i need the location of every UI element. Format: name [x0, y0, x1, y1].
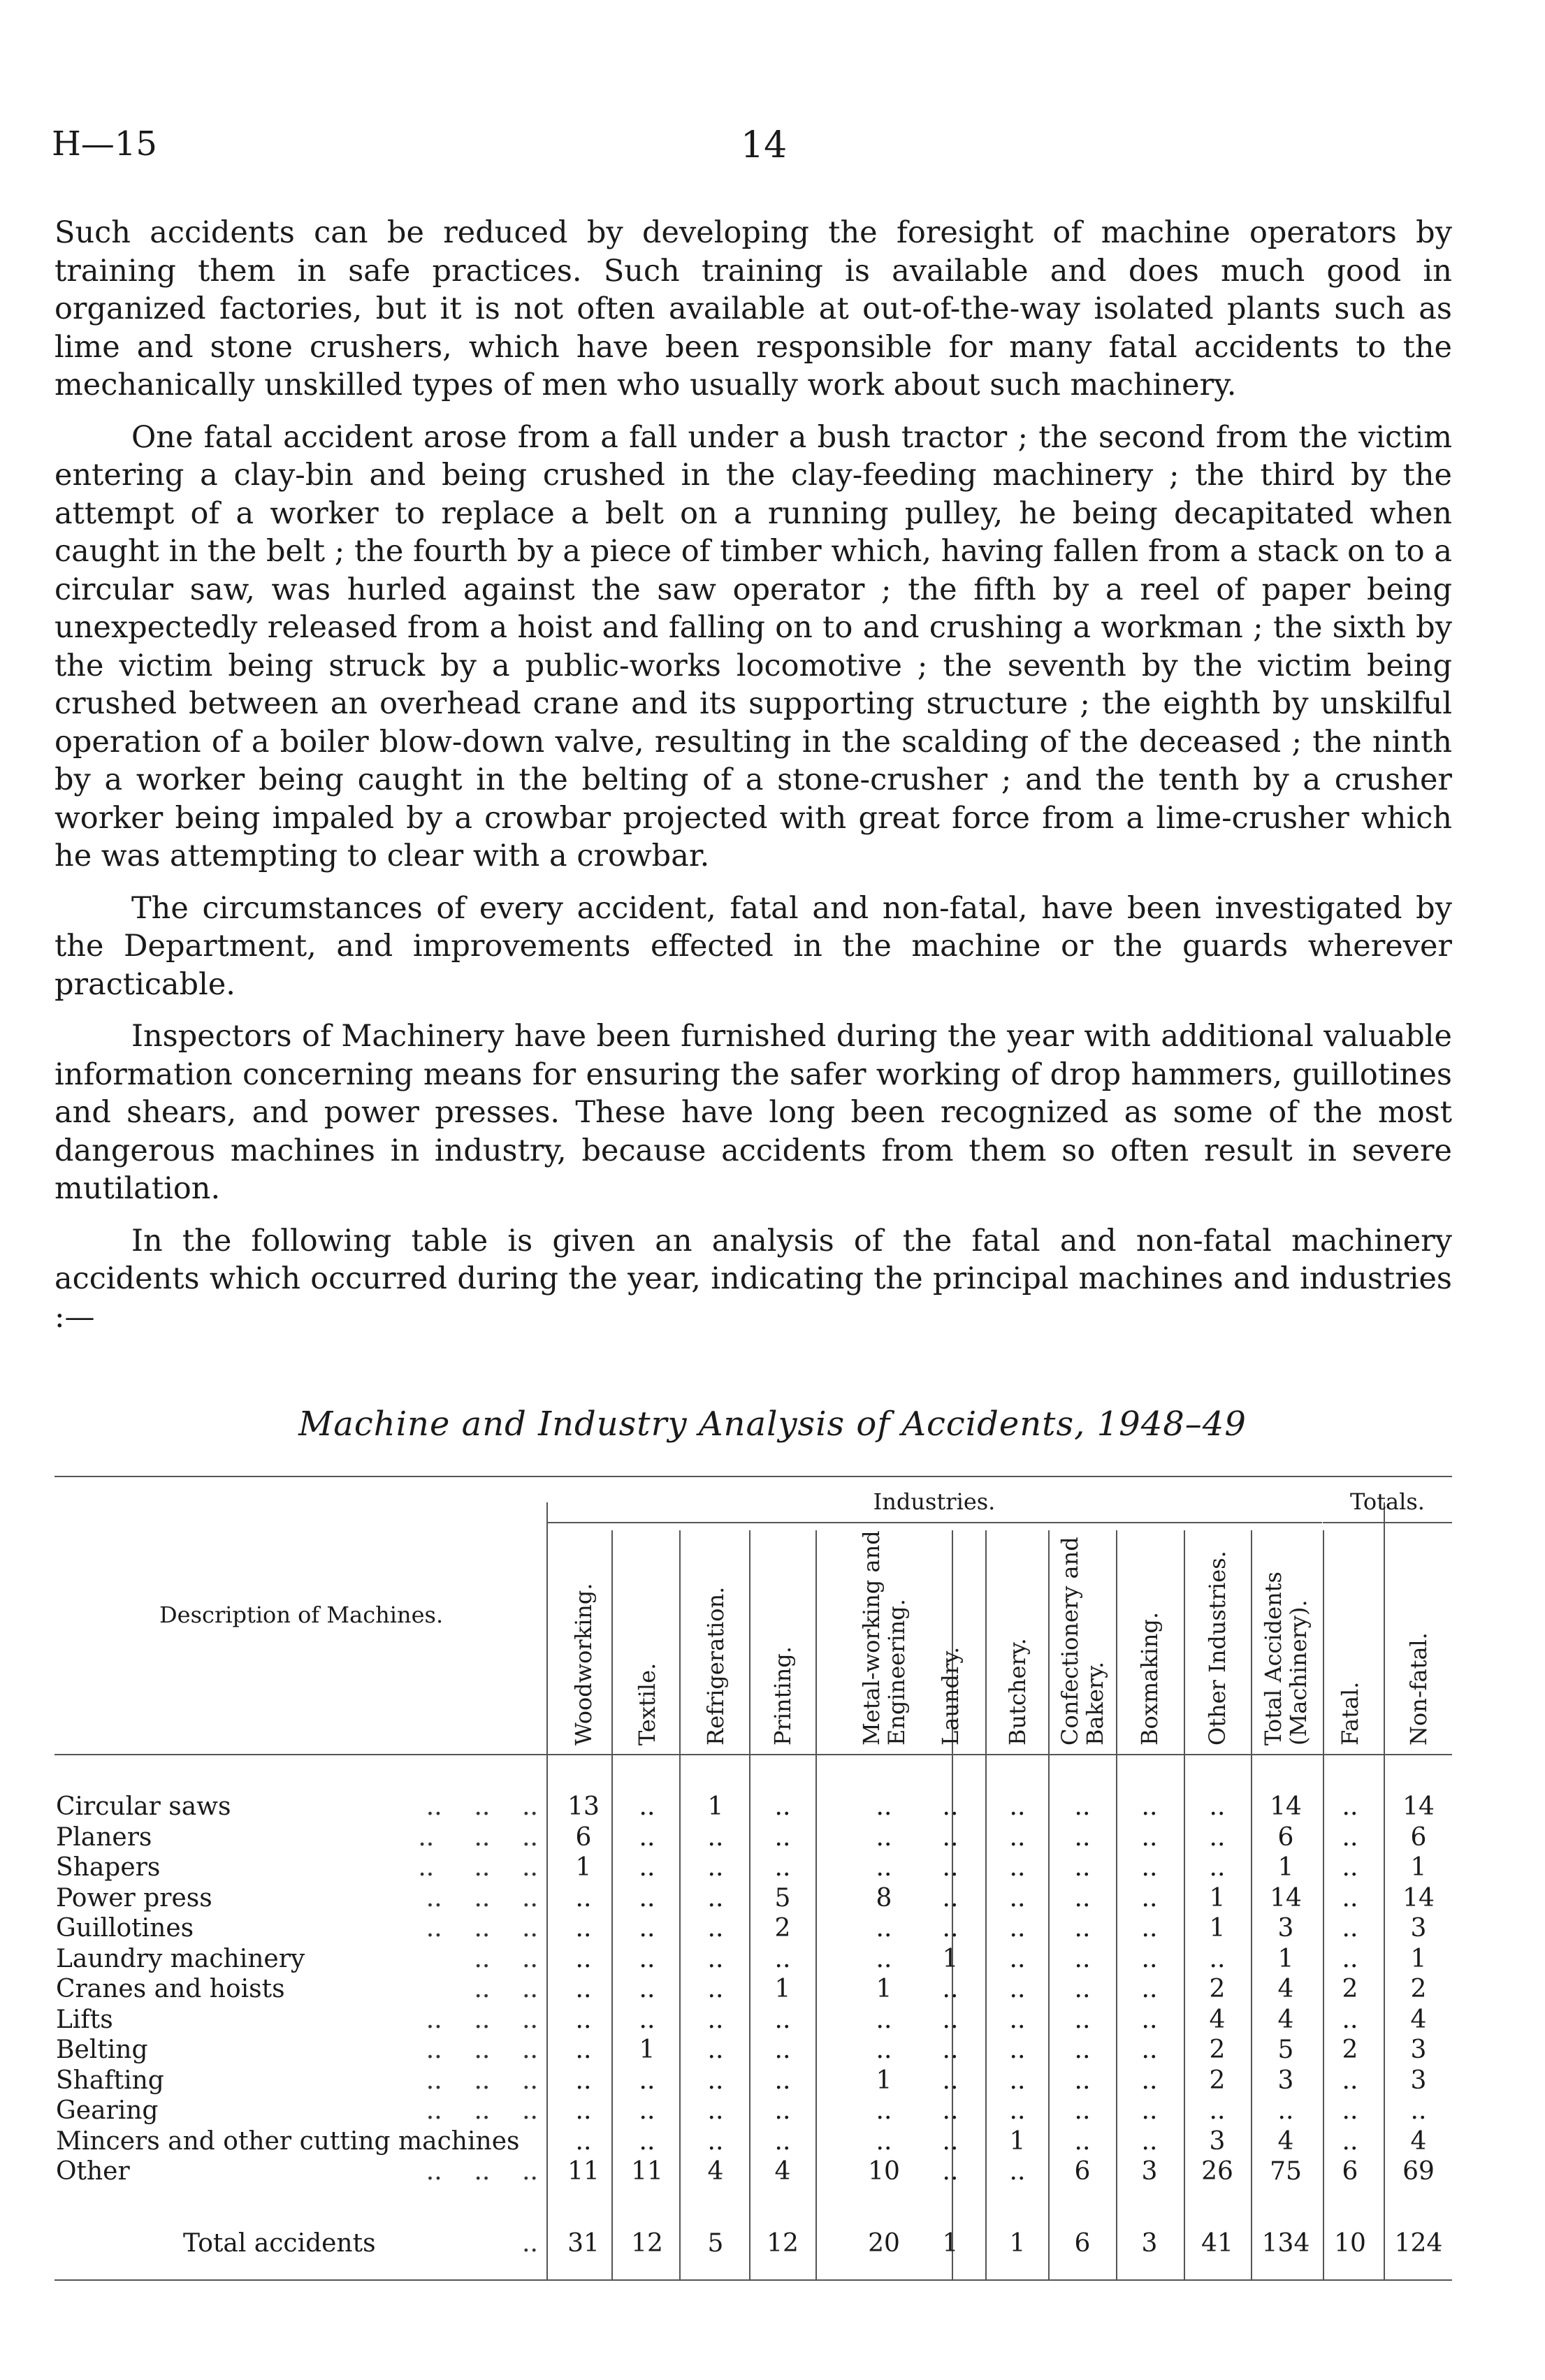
table-cell: 6 — [1277, 1822, 1294, 1852]
table-cell: .. — [1209, 1853, 1226, 1882]
table-cell: .. — [1009, 1853, 1026, 1882]
totals-group-rule — [1323, 1522, 1452, 1523]
table-cell: 14 — [1402, 1883, 1435, 1913]
table-cell: .. — [1009, 2066, 1026, 2095]
table-cell: 4 — [1410, 2126, 1427, 2156]
table-cell: 1 — [1009, 2229, 1026, 2258]
table-cell: 1 — [774, 1975, 791, 2003]
table-cell: .. — [942, 1853, 959, 1882]
column-header-6: Laundry. — [937, 1646, 964, 1746]
table-cell: .. — [1074, 2096, 1091, 2125]
row-leader-dots: .. .. — [474, 1975, 538, 2003]
paragraph-2: One fatal accident arose from a fall under a bush tractor ; the second from the victim entering a clay-bin and being crushed in the clay-feeding machinery ; the third by the attempt of a worker to replace a belt on a running pulley, he being decapitated when caught in the belt ; the fourth by a piece of timber which, having fallen from a stack on to a circular saw, was hurled against the saw operator ; the fifth by a reel of paper being unexpectedly released from a hoist and falling on to and crushing a workman ; the sixth by the victim being struck by a public-works locomotive ; the seventh by the victim being crushed between an overhead crane and its supporting structure ; the eighth by unskilful operation of a boiler blow-down valve, resulting in the scalding of the deceased ; the ninth by a worker being caught in the belting of a stone-crusher ; and the tenth by a crusher worker being impaled by a crowbar projected with great force from a lime-crusher which he was attempting to clear with a crowbar. — [55, 419, 1452, 873]
table-cell: 1 — [876, 2066, 892, 2095]
table-cell: 2 — [1209, 2036, 1226, 2064]
table-cell: .. — [1141, 1975, 1158, 2003]
table-cell: .. — [707, 2036, 724, 2064]
table-cell: 1 — [707, 1792, 724, 1821]
table-cell: 134 — [1261, 2229, 1310, 2258]
table-top-rule — [55, 1476, 1452, 1477]
table-cell: .. — [876, 2036, 892, 2064]
table-cell: .. — [1342, 1914, 1358, 1943]
table-cell: 12 — [767, 2229, 799, 2258]
table-cell: .. — [639, 1792, 655, 1821]
table-cell: .. — [774, 1853, 791, 1882]
table-cell: 6 — [575, 1822, 592, 1852]
column-header-12: Fatal. — [1337, 1681, 1363, 1746]
table-cell: 6 — [1410, 1822, 1427, 1852]
table-cell: 3 — [1141, 2157, 1158, 2186]
table-cell: 12 — [631, 2229, 663, 2258]
table-cell: .. — [942, 2126, 959, 2156]
table-cell: .. — [1141, 1822, 1158, 1852]
table-cell: .. — [639, 1853, 655, 1882]
table-cell: 20 — [868, 2229, 900, 2258]
table-cell: .. — [575, 2126, 592, 2156]
table-cell: .. — [876, 1914, 892, 1943]
row-leader-dots: .. .. .. — [426, 1883, 538, 1913]
body-text — [55, 214, 1452, 1350]
table-row — [56, 2127, 1453, 2157]
table-row — [56, 1884, 1453, 1914]
table-cell: .. — [876, 2005, 892, 2034]
table-cell: .. — [876, 1853, 892, 1882]
row-leader-dots: .. .. .. — [426, 2036, 538, 2064]
industries-group-rule — [546, 1522, 1322, 1523]
table-cell: 14 — [1270, 1883, 1302, 1913]
column-header-10: Other Industries. — [1204, 1551, 1231, 1746]
table-row — [56, 2005, 1453, 2036]
table-cell: .. — [1342, 2126, 1358, 2156]
table-cell: .. — [1074, 1853, 1091, 1882]
table-cell: 75 — [1270, 2157, 1302, 2186]
table-cell: .. — [707, 2096, 724, 2125]
row-label: Shafting — [56, 2066, 164, 2095]
table-cell: 1 — [1410, 1944, 1427, 1973]
table-cell: 2 — [1209, 2066, 1226, 2095]
table-cell: .. — [575, 1944, 592, 1973]
table-cell: .. — [1342, 1822, 1358, 1852]
table-cell: .. — [1074, 1944, 1091, 1973]
table-cell: .. — [774, 2096, 791, 2125]
row-leader-dots: .. .. .. — [418, 1822, 538, 1852]
table-cell: .. — [707, 1883, 724, 1913]
row-leader-dots: .. — [522, 2229, 538, 2258]
table-row — [56, 2066, 1453, 2096]
table-row — [56, 2036, 1453, 2066]
table-cell: .. — [1141, 2126, 1158, 2156]
table-cell: .. — [1074, 1822, 1091, 1852]
table-cell: .. — [1009, 2005, 1026, 2034]
table-cell: .. — [1074, 2005, 1091, 2034]
table-cell: .. — [639, 1975, 655, 2003]
table-cell: 3 — [1410, 2036, 1427, 2064]
table-cell: 1 — [639, 2036, 655, 2064]
table-cell: .. — [942, 2036, 959, 2064]
row-leader-dots: .. .. .. — [426, 2096, 538, 2125]
table-cell: 3 — [1410, 2066, 1427, 2095]
row-label: Lifts — [56, 2005, 113, 2034]
table-cell: 11 — [567, 2157, 600, 2186]
table-cell: 5 — [707, 2229, 724, 2258]
table-cell: 1 — [1277, 1944, 1294, 1973]
table-cell: .. — [1342, 1853, 1358, 1882]
table-cell: .. — [1009, 1822, 1026, 1852]
table-cell: 10 — [1334, 2229, 1366, 2258]
table-row — [56, 1853, 1453, 1883]
paragraph-1: Such accidents can be reduced by developing the foresight of machine operators by training them in safe practices. Such training is available and does much good in organized factories, but it is not often available at out-of-the-way isolated plants such as lime and stone crushers, which have been responsible for many fatal accidents to the mechanically unskilled types of men who usually work about such machinery. — [55, 215, 1452, 402]
table-cell: .. — [639, 2096, 655, 2125]
table-cell: 14 — [1402, 1792, 1435, 1821]
table-cell: .. — [707, 1944, 724, 1973]
column-header-4: Printing. — [769, 1646, 796, 1746]
paragraph-5: In the following table is given an analysis of the fatal and non-fatal machinery accidents which occurred during the year, indicating the principal machines and industries :— — [55, 1223, 1452, 1335]
row-leader-dots: .. .. .. — [426, 2157, 538, 2186]
table-cell: .. — [1209, 1944, 1226, 1973]
table-cell: 1 — [575, 1853, 592, 1882]
row-leader-dots: .. .. .. — [426, 2066, 538, 2095]
table-cell: .. — [876, 1792, 892, 1821]
table-cell: 4 — [1277, 2126, 1294, 2156]
row-leader-dots: .. .. .. — [418, 1853, 538, 1882]
table-cell: .. — [1074, 1883, 1091, 1913]
table-cell: .. — [942, 2096, 959, 2125]
table-cell: .. — [942, 1914, 959, 1943]
column-header-7: Butchery. — [1004, 1638, 1031, 1746]
table-cell: 6 — [1074, 2157, 1091, 2186]
table-caption: Machine and Industry Analysis of Accidents, 1948–49 — [298, 1405, 1247, 1444]
table-cell: .. — [639, 2005, 655, 2034]
table-cell: .. — [1342, 1883, 1358, 1913]
table-cell: 124 — [1394, 2229, 1443, 2258]
table-cell: .. — [639, 1883, 655, 1913]
table-cell: 2 — [1342, 2036, 1358, 2064]
table-bottom-rule — [55, 2279, 1452, 2281]
table-cell: 1 — [1009, 2126, 1026, 2156]
header-bottom-rule — [55, 1754, 1452, 1755]
table-cell: .. — [639, 1914, 655, 1943]
row-label: Circular saws — [56, 1792, 231, 1821]
table-cell: 1 — [942, 1944, 959, 1973]
table-cell: .. — [575, 1914, 592, 1943]
column-header-5: Metal-working and Engineering. — [858, 1530, 910, 1746]
table-cell: .. — [1277, 2096, 1294, 2125]
table-cell: 6 — [1342, 2157, 1358, 2186]
table-cell: .. — [942, 1822, 959, 1852]
table-cell: .. — [707, 1914, 724, 1943]
paragraph-4: Inspectors of Machinery have been furnished during the year with additional valuable information concerning means for ensuring the safer working of drop hammers, guillotines and shears, and power presses. These have long been recognized as some of the most dangerous machines in industry, because accidents from them so often result in severe mutilation. — [55, 1019, 1452, 1206]
totals-group-heading: Totals. — [1350, 1488, 1425, 1515]
table-cell: .. — [1342, 2096, 1358, 2125]
table-cell: .. — [1141, 2005, 1158, 2034]
description-column-header: Description of Machines. — [159, 1602, 444, 1628]
table-cell: 1 — [942, 2229, 959, 2258]
table-cell: 13 — [567, 1792, 600, 1821]
total-row — [56, 2229, 1453, 2259]
table-cell: .. — [1141, 1883, 1158, 1913]
table-cell: .. — [774, 2005, 791, 2034]
table-cell: 2 — [1410, 1975, 1427, 2003]
table-cell: .. — [1009, 2157, 1026, 2186]
table-cell: .. — [876, 1944, 892, 1973]
table-cell: 2 — [1342, 1975, 1358, 2003]
table-cell: .. — [1141, 1914, 1158, 1943]
table-cell: .. — [1009, 1944, 1026, 1973]
table-cell: .. — [639, 1822, 655, 1852]
row-label: Gearing — [56, 2096, 159, 2125]
table-cell: 4 — [1209, 2005, 1226, 2034]
table-cell: .. — [1209, 1822, 1226, 1852]
table-cell: .. — [1074, 1975, 1091, 2003]
table-row — [56, 1914, 1453, 1944]
table-cell: .. — [575, 1883, 592, 1913]
table-cell: .. — [1009, 2096, 1026, 2125]
table-cell: .. — [1410, 2096, 1427, 2125]
column-header-8: Confectionery and Bakery. — [1057, 1537, 1108, 1746]
document-reference: H—15 — [52, 124, 157, 164]
table-cell: .. — [1342, 2005, 1358, 2034]
table-cell: .. — [639, 2066, 655, 2095]
table-cell: .. — [575, 1975, 592, 2003]
table-cell: 4 — [707, 2157, 724, 2186]
table-cell: .. — [1342, 1792, 1358, 1821]
table-cell: .. — [774, 2066, 791, 2095]
table-cell: .. — [774, 2036, 791, 2064]
table-cell: .. — [942, 2157, 959, 2186]
table-row — [56, 1945, 1453, 1975]
table-cell: 1 — [1209, 1914, 1226, 1943]
table-cell: .. — [942, 1883, 959, 1913]
table-cell: .. — [707, 2066, 724, 2095]
table-cell: 4 — [1277, 2005, 1294, 2034]
table-cell: .. — [942, 1792, 959, 1821]
row-label: Guillotines — [56, 1914, 194, 1943]
table-cell: .. — [774, 1944, 791, 1973]
row-label: Shapers — [56, 1853, 161, 1882]
table-cell: .. — [1141, 1853, 1158, 1882]
table-cell: .. — [639, 2126, 655, 2156]
table-cell: 2 — [774, 1914, 791, 1943]
column-header-9: Boxmaking. — [1136, 1611, 1163, 1746]
table-cell: 8 — [876, 1883, 892, 1913]
table-cell: .. — [1141, 2036, 1158, 2064]
table-cell: .. — [575, 2036, 592, 2064]
table-cell: 1 — [1410, 1853, 1427, 1882]
row-label: Planers — [56, 1822, 152, 1852]
table-cell: .. — [1209, 1792, 1226, 1821]
column-header-1: Woodworking. — [570, 1583, 597, 1746]
table-cell: .. — [942, 2066, 959, 2095]
table-cell: 3 — [1209, 2126, 1226, 2156]
table-cell: .. — [774, 1792, 791, 1821]
table-cell: .. — [707, 1975, 724, 2003]
paragraph-3: The circumstances of every accident, fatal and non-fatal, have been investigated by the Department, and improvements effected in the machine or the guards wherever practicable. — [55, 890, 1452, 1002]
table-cell: .. — [575, 2096, 592, 2125]
table-cell: .. — [1074, 2126, 1091, 2156]
table-cell: .. — [1009, 1975, 1026, 2003]
table-cell: .. — [575, 2005, 592, 2034]
table-cell: .. — [876, 1822, 892, 1852]
row-label: Laundry machinery — [56, 1944, 305, 1973]
table-cell: .. — [1074, 1914, 1091, 1943]
table-cell: 14 — [1270, 1792, 1302, 1821]
table-row — [56, 1975, 1453, 2005]
column-header-13: Non-fatal. — [1405, 1632, 1432, 1746]
table-cell: 6 — [1074, 2229, 1091, 2258]
table-cell: 26 — [1201, 2157, 1233, 2186]
table-cell: .. — [1009, 1914, 1026, 1943]
table-cell: .. — [1074, 1792, 1091, 1821]
column-header-3: Refrigeration. — [702, 1586, 729, 1746]
table-row — [56, 2096, 1453, 2126]
industries-group-heading: Industries. — [873, 1488, 996, 1515]
table-cell: .. — [707, 2005, 724, 2034]
table-cell: 4 — [774, 2157, 791, 2186]
table-cell: .. — [707, 2126, 724, 2156]
table-cell: .. — [1141, 2066, 1158, 2095]
row-label: Belting — [56, 2036, 148, 2064]
page-header — [52, 124, 1493, 180]
table-cell: .. — [1074, 2036, 1091, 2064]
table-cell: 1 — [876, 1975, 892, 2003]
table-cell: 11 — [631, 2157, 663, 2186]
table-cell: 41 — [1201, 2229, 1233, 2258]
table-cell: .. — [1009, 1883, 1026, 1913]
table-cell: .. — [1141, 2096, 1158, 2125]
table-cell: .. — [942, 2005, 959, 2034]
row-label: Total accidents — [183, 2229, 376, 2258]
table-cell: .. — [1141, 1944, 1158, 1973]
table-cell: .. — [774, 1822, 791, 1852]
table-cell: .. — [1342, 1944, 1358, 1973]
column-header-11: Total Accidents (Machinery). — [1260, 1572, 1312, 1746]
table-cell: 5 — [1277, 2036, 1294, 2064]
row-leader-dots: .. .. — [474, 1944, 538, 1973]
table-cell: .. — [707, 1853, 724, 1882]
table-cell: .. — [942, 1975, 959, 2003]
table-cell: 4 — [1410, 2005, 1427, 2034]
table-cell: 31 — [567, 2229, 600, 2258]
table-cell: .. — [876, 2096, 892, 2125]
table-cell: 2 — [1209, 1975, 1226, 2003]
table-cell: .. — [707, 1822, 724, 1852]
table-cell: 3 — [1141, 2229, 1158, 2258]
table-cell: .. — [1009, 1792, 1026, 1821]
table-cell: 1 — [1209, 1883, 1226, 1913]
row-label: Power press — [56, 1883, 212, 1913]
table-cell: 5 — [774, 1883, 791, 1913]
table-cell: .. — [639, 1944, 655, 1973]
table-cell: 3 — [1410, 1914, 1427, 1943]
table-cell: 3 — [1277, 1914, 1294, 1943]
table-cell: 3 — [1277, 2066, 1294, 2095]
table-cell: .. — [1009, 2036, 1026, 2064]
table-cell: .. — [876, 2126, 892, 2156]
table-cell: .. — [1074, 2066, 1091, 2095]
table-cell: .. — [1342, 2066, 1358, 2095]
table-row — [56, 1823, 1453, 1853]
table-row — [56, 1792, 1453, 1822]
table-cell: .. — [1141, 1792, 1158, 1821]
row-leader-dots: .. .. .. — [426, 2005, 538, 2034]
table-cell: 4 — [1277, 1975, 1294, 2003]
row-label: Mincers and other cutting machines — [56, 2126, 520, 2156]
row-leader-dots: .. .. .. — [426, 1792, 538, 1821]
column-header-2: Textile. — [634, 1662, 660, 1746]
table-cell: 69 — [1402, 2157, 1435, 2186]
row-label: Cranes and hoists — [56, 1975, 285, 2003]
table-row — [56, 2157, 1453, 2187]
page-number: 14 — [741, 124, 788, 166]
row-label: Other — [56, 2157, 130, 2186]
table-cell: .. — [1209, 2096, 1226, 2125]
table-cell: 1 — [1277, 1853, 1294, 1882]
table-cell: .. — [575, 2066, 592, 2095]
table-cell: 10 — [868, 2157, 900, 2186]
table-cell: .. — [774, 2126, 791, 2156]
row-leader-dots: .. .. .. — [426, 1914, 538, 1943]
